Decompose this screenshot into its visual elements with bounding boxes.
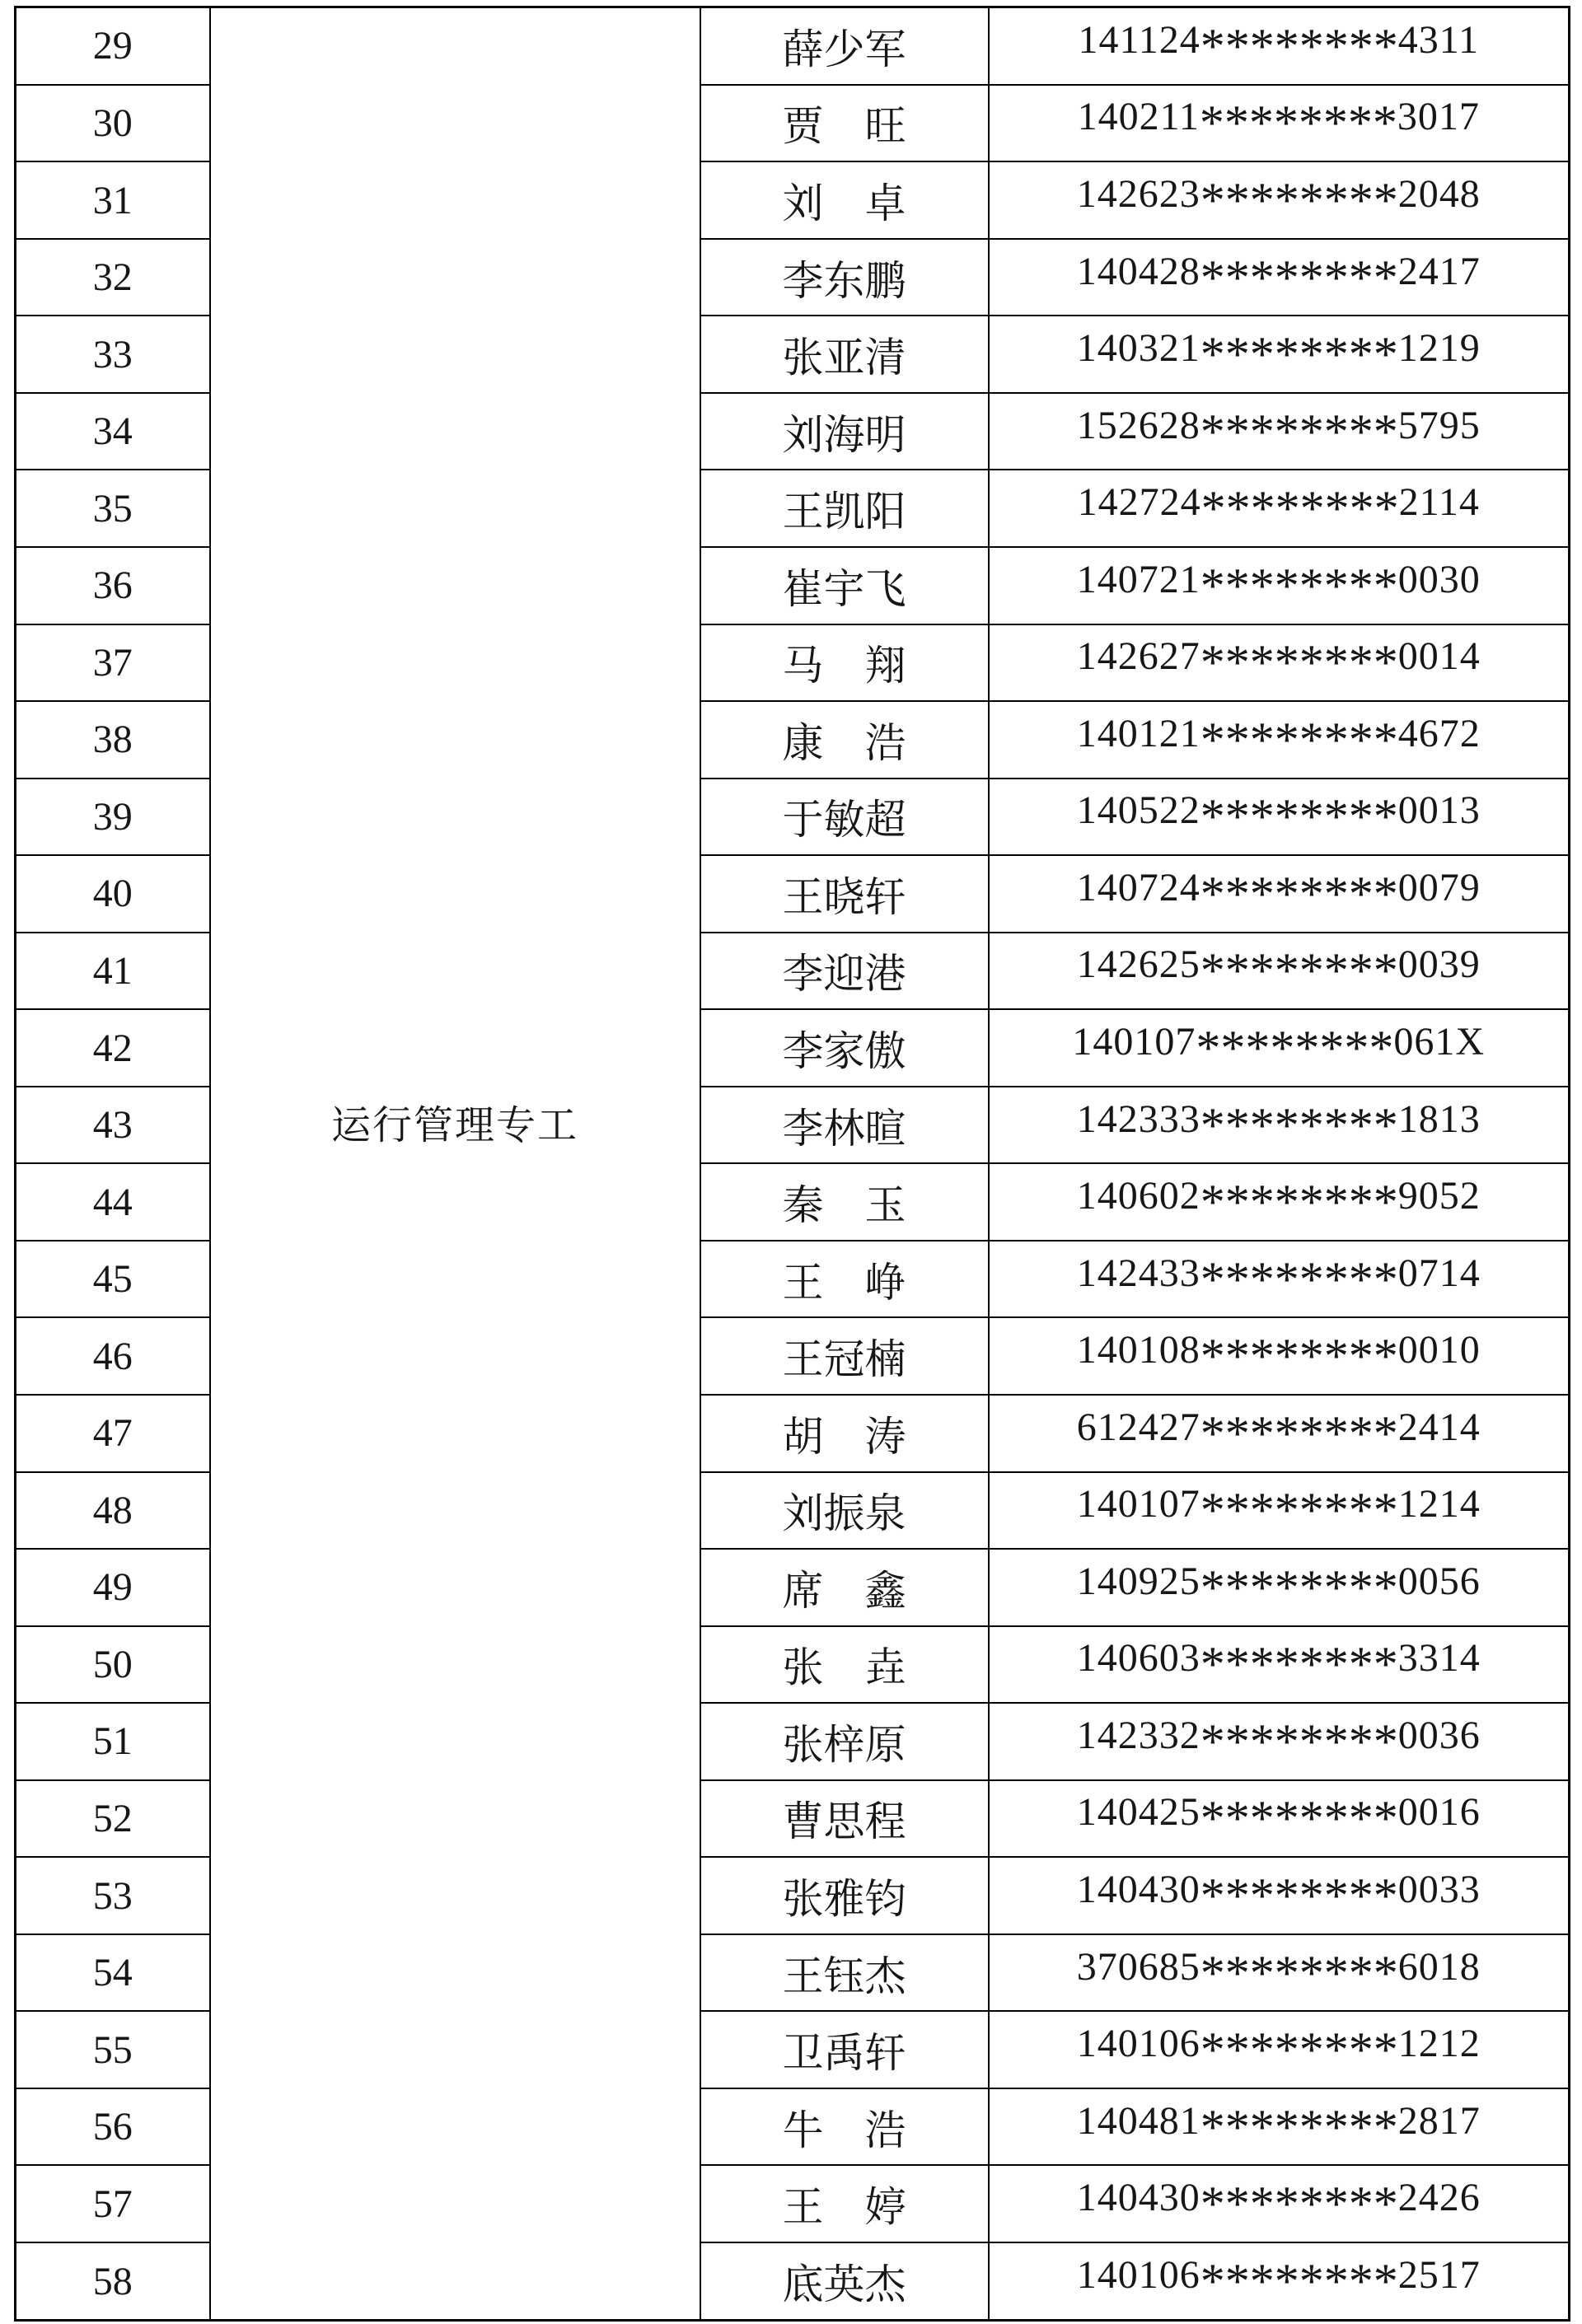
name-cell: 刘 卓 bbox=[700, 161, 989, 239]
id-mask-asterisks: ******** bbox=[1200, 1559, 1398, 1615]
row-number-cell: 54 bbox=[16, 1934, 210, 2012]
name-cell: 底英杰 bbox=[700, 2242, 989, 2321]
row-number-cell: 41 bbox=[16, 933, 210, 1010]
name-cell: 李林暄 bbox=[700, 1087, 989, 1164]
name-cell: 刘海明 bbox=[700, 393, 989, 470]
id-number-cell: 370685********6018 bbox=[989, 1934, 1570, 2012]
id-mask-asterisks: ******** bbox=[1200, 789, 1398, 844]
id-number-cell: 140522********0013 bbox=[989, 779, 1570, 856]
row-number-cell: 51 bbox=[16, 1703, 210, 1780]
id-mask-asterisks: ******** bbox=[1200, 250, 1398, 305]
table-row bbox=[16, 7, 1570, 85]
id-number-cell: 141124********4311 bbox=[989, 7, 1570, 85]
id-number-cell: 140428********2417 bbox=[989, 239, 1570, 316]
name-cell: 曹思程 bbox=[700, 1780, 989, 1858]
id-mask-asterisks: ******** bbox=[1199, 96, 1397, 151]
id-number-cell: 140106********2517 bbox=[989, 2242, 1570, 2321]
id-number-cell: 140724********0079 bbox=[989, 855, 1570, 933]
name-cell: 贾 旺 bbox=[700, 85, 989, 162]
id-mask-asterisks: ******** bbox=[1200, 635, 1398, 690]
id-number-cell: 140106********1212 bbox=[989, 2011, 1570, 2088]
name-cell: 张雅钧 bbox=[700, 1857, 989, 1934]
id-mask-asterisks: ******** bbox=[1200, 712, 1398, 767]
position-label: 运行管理专工 bbox=[330, 1104, 578, 1148]
row-number-cell: 39 bbox=[16, 779, 210, 856]
id-number-cell: 140721********0030 bbox=[989, 547, 1570, 624]
id-number-cell: 142627********0014 bbox=[989, 624, 1570, 702]
row-number-cell: 34 bbox=[16, 393, 210, 470]
id-number-cell: 142724********2114 bbox=[989, 470, 1570, 547]
name-cell: 崔宇飞 bbox=[700, 547, 989, 624]
name-cell: 胡 涛 bbox=[700, 1395, 989, 1472]
row-number-cell: 29 bbox=[16, 7, 210, 85]
id-number-cell: 140430********2426 bbox=[989, 2165, 1570, 2242]
name-cell: 牛 浩 bbox=[700, 2088, 989, 2166]
row-number-cell: 58 bbox=[16, 2242, 210, 2321]
name-cell: 王 峥 bbox=[700, 1241, 989, 1318]
id-mask-asterisks: ******** bbox=[1200, 1637, 1398, 1692]
name-cell: 秦 玉 bbox=[700, 1163, 989, 1241]
id-mask-asterisks: ******** bbox=[1200, 404, 1398, 459]
id-mask-asterisks: ******** bbox=[1200, 558, 1398, 613]
row-number-cell: 55 bbox=[16, 2011, 210, 2088]
id-mask-asterisks: ******** bbox=[1200, 1714, 1398, 1769]
row-number-cell: 38 bbox=[16, 701, 210, 779]
id-mask-asterisks: ******** bbox=[1200, 1483, 1398, 1538]
name-cell: 康 浩 bbox=[700, 701, 989, 779]
name-cell: 于敏超 bbox=[700, 779, 989, 856]
id-number-cell: 142332********0036 bbox=[989, 1703, 1570, 1780]
id-mask-asterisks: ******** bbox=[1201, 481, 1399, 536]
row-number-cell: 49 bbox=[16, 1549, 210, 1626]
id-number-cell: 140425********0016 bbox=[989, 1780, 1570, 1858]
id-mask-asterisks: ******** bbox=[1200, 866, 1398, 921]
id-number-cell: 142333********1813 bbox=[989, 1087, 1570, 1164]
name-cell: 席 鑫 bbox=[700, 1549, 989, 1626]
row-number-cell: 45 bbox=[16, 1241, 210, 1318]
name-cell: 王 婷 bbox=[700, 2165, 989, 2242]
id-number-cell: 140602********9052 bbox=[989, 1163, 1570, 1241]
id-number-cell: 142433********0714 bbox=[989, 1241, 1570, 1318]
row-number-cell: 35 bbox=[16, 470, 210, 547]
id-mask-asterisks: ******** bbox=[1200, 2177, 1398, 2232]
roster-table bbox=[14, 6, 1570, 2322]
row-number-cell: 32 bbox=[16, 239, 210, 316]
id-number-cell: 140108********0010 bbox=[989, 1317, 1570, 1395]
name-cell: 薛少军 bbox=[700, 7, 989, 85]
id-number-cell: 140430********0033 bbox=[989, 1857, 1570, 1934]
name-cell: 张 垚 bbox=[700, 1626, 989, 1704]
name-cell: 王凯阳 bbox=[700, 470, 989, 547]
row-number-cell: 33 bbox=[16, 316, 210, 393]
row-number-cell: 42 bbox=[16, 1009, 210, 1087]
row-number-cell: 46 bbox=[16, 1317, 210, 1395]
row-number-cell: 57 bbox=[16, 2165, 210, 2242]
row-number-cell: 52 bbox=[16, 1780, 210, 1858]
id-number-cell: 140211********3017 bbox=[989, 85, 1570, 162]
name-cell: 王冠楠 bbox=[700, 1317, 989, 1395]
row-number-cell: 30 bbox=[16, 85, 210, 162]
id-number-cell: 142623********2048 bbox=[989, 161, 1570, 239]
row-number-cell: 44 bbox=[16, 1163, 210, 1241]
name-cell: 王钰杰 bbox=[700, 1934, 989, 2012]
id-mask-asterisks: ******** bbox=[1200, 1097, 1398, 1153]
id-mask-asterisks: ******** bbox=[1200, 1175, 1398, 1230]
row-number-cell: 43 bbox=[16, 1087, 210, 1164]
row-number-cell: 56 bbox=[16, 2088, 210, 2166]
id-mask-asterisks: ******** bbox=[1200, 1329, 1398, 1384]
id-mask-asterisks: ******** bbox=[1200, 2099, 1398, 2154]
roster-table-body bbox=[16, 7, 1570, 2321]
id-mask-asterisks: ******** bbox=[1200, 2254, 1398, 2308]
id-mask-asterisks: ******** bbox=[1200, 1945, 1398, 2000]
row-number-cell: 40 bbox=[16, 855, 210, 933]
id-number-cell: 140121********4672 bbox=[989, 701, 1570, 779]
id-mask-asterisks: ******** bbox=[1196, 1021, 1394, 1076]
name-cell: 王晓轩 bbox=[700, 855, 989, 933]
id-number-cell: 140925********0056 bbox=[989, 1549, 1570, 1626]
row-number-cell: 47 bbox=[16, 1395, 210, 1472]
id-mask-asterisks: ******** bbox=[1200, 1405, 1398, 1461]
id-mask-asterisks: ******** bbox=[1200, 18, 1398, 73]
id-mask-asterisks: ******** bbox=[1200, 1868, 1398, 1924]
name-cell: 刘振泉 bbox=[700, 1472, 989, 1550]
name-cell: 张梓原 bbox=[700, 1703, 989, 1780]
row-number-cell: 31 bbox=[16, 161, 210, 239]
name-cell: 张亚清 bbox=[700, 316, 989, 393]
row-number-cell: 36 bbox=[16, 547, 210, 624]
id-number-cell: 140321********1219 bbox=[989, 316, 1570, 393]
row-number-cell: 53 bbox=[16, 1857, 210, 1934]
name-cell: 卫禹轩 bbox=[700, 2011, 989, 2088]
id-number-cell: 142625********0039 bbox=[989, 933, 1570, 1010]
row-number-cell: 50 bbox=[16, 1626, 210, 1704]
id-mask-asterisks: ******** bbox=[1200, 173, 1398, 227]
id-mask-asterisks: ******** bbox=[1200, 1791, 1398, 1846]
id-number-cell: 140107********1214 bbox=[989, 1472, 1570, 1550]
row-number-cell: 37 bbox=[16, 624, 210, 702]
row-number-cell: 48 bbox=[16, 1472, 210, 1550]
id-mask-asterisks: ******** bbox=[1200, 2022, 1398, 2078]
id-mask-asterisks: ******** bbox=[1200, 1251, 1398, 1307]
id-number-cell: 140107********061X bbox=[989, 1009, 1570, 1087]
position-merged-cell bbox=[210, 7, 700, 2321]
id-mask-asterisks: ******** bbox=[1200, 327, 1398, 382]
id-number-cell: 140481********2817 bbox=[989, 2088, 1570, 2166]
name-cell: 李东鹏 bbox=[700, 239, 989, 316]
id-mask-asterisks: ******** bbox=[1200, 943, 1398, 998]
id-number-cell: 612427********2414 bbox=[989, 1395, 1570, 1472]
id-number-cell: 152628********5795 bbox=[989, 393, 1570, 470]
name-cell: 李家傲 bbox=[700, 1009, 989, 1087]
name-cell: 李迎港 bbox=[700, 933, 989, 1010]
id-number-cell: 140603********3314 bbox=[989, 1626, 1570, 1704]
name-cell: 马 翔 bbox=[700, 624, 989, 702]
